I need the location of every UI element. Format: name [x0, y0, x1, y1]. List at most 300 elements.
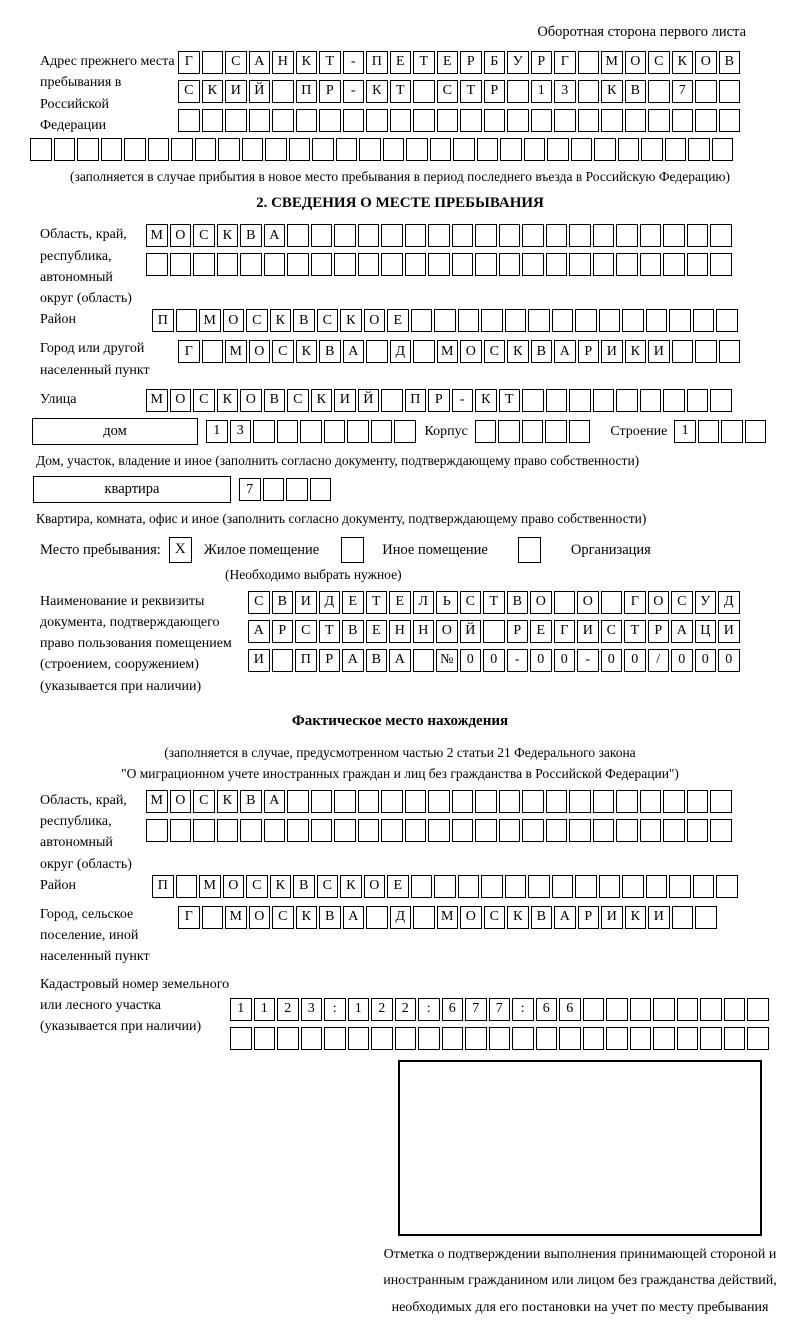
char-cell[interactable]: Г	[554, 51, 576, 74]
char-cell[interactable]	[406, 138, 428, 161]
char-cell[interactable]: 0	[460, 649, 482, 672]
char-cell[interactable]	[630, 998, 652, 1021]
char-cell[interactable]: Р	[428, 389, 450, 412]
char-cell[interactable]: Т	[390, 80, 412, 103]
char-cell[interactable]	[176, 875, 198, 898]
char-cell[interactable]: 0	[601, 649, 623, 672]
char-cell[interactable]: Р	[578, 906, 600, 929]
char-cell[interactable]: С	[484, 340, 506, 363]
char-cell[interactable]: 6	[442, 998, 464, 1021]
char-cell[interactable]	[569, 790, 591, 813]
char-cell[interactable]	[240, 819, 262, 842]
char-cell[interactable]	[452, 253, 474, 276]
char-cell[interactable]: 3	[230, 420, 252, 443]
char-cell[interactable]	[648, 109, 670, 132]
char-cell[interactable]: С	[193, 224, 215, 247]
char-cell[interactable]: Р	[648, 620, 670, 643]
char-cell[interactable]	[578, 109, 600, 132]
char-cell[interactable]: О	[436, 620, 458, 643]
char-cell[interactable]	[428, 253, 450, 276]
char-cell[interactable]	[578, 51, 600, 74]
char-cell[interactable]: К	[270, 309, 292, 332]
char-cell[interactable]: К	[296, 51, 318, 74]
char-cell[interactable]	[545, 420, 567, 443]
char-cell[interactable]: 0	[718, 649, 740, 672]
char-cell[interactable]: В	[366, 649, 388, 672]
char-cell[interactable]: С	[178, 80, 200, 103]
char-cell[interactable]	[663, 253, 685, 276]
char-cell[interactable]	[458, 875, 480, 898]
char-cell[interactable]	[287, 790, 309, 813]
char-cell[interactable]	[687, 819, 709, 842]
char-cell[interactable]: С	[246, 309, 268, 332]
char-cell[interactable]: К	[625, 906, 647, 929]
char-cell[interactable]	[240, 253, 262, 276]
char-cell[interactable]	[319, 109, 341, 132]
char-cell[interactable]: Е	[530, 620, 552, 643]
char-cell[interactable]	[383, 138, 405, 161]
char-cell[interactable]	[343, 109, 365, 132]
char-cell[interactable]	[277, 1027, 299, 1050]
char-cell[interactable]	[312, 138, 334, 161]
char-cell[interactable]: Г	[178, 51, 200, 74]
char-cell[interactable]: 2	[371, 998, 393, 1021]
char-cell[interactable]	[569, 420, 591, 443]
char-cell[interactable]: :	[512, 998, 534, 1021]
char-cell[interactable]	[358, 819, 380, 842]
char-cell[interactable]: П	[366, 51, 388, 74]
char-cell[interactable]	[146, 253, 168, 276]
char-cell[interactable]	[348, 1027, 370, 1050]
checkbox-other-premises[interactable]	[341, 537, 364, 563]
char-cell[interactable]	[640, 253, 662, 276]
char-cell[interactable]: С	[225, 51, 247, 74]
char-cell[interactable]	[413, 340, 435, 363]
char-cell[interactable]	[677, 1027, 699, 1050]
char-cell[interactable]: И	[248, 649, 270, 672]
char-cell[interactable]	[170, 819, 192, 842]
char-cell[interactable]: Е	[437, 51, 459, 74]
char-cell[interactable]: О	[364, 309, 386, 332]
char-cell[interactable]: О	[223, 875, 245, 898]
char-cell[interactable]: М	[437, 340, 459, 363]
char-cell[interactable]	[336, 138, 358, 161]
char-cell[interactable]	[434, 875, 456, 898]
char-cell[interactable]: С	[295, 620, 317, 643]
char-cell[interactable]: И	[648, 340, 670, 363]
char-cell[interactable]	[358, 253, 380, 276]
char-cell[interactable]	[663, 389, 685, 412]
char-cell[interactable]	[287, 253, 309, 276]
char-cell[interactable]: Р	[531, 51, 553, 74]
char-cell[interactable]	[289, 138, 311, 161]
char-cell[interactable]	[536, 1027, 558, 1050]
char-cell[interactable]: Й	[249, 80, 271, 103]
char-cell[interactable]	[475, 819, 497, 842]
char-cell[interactable]	[712, 138, 734, 161]
char-cell[interactable]: 7	[489, 998, 511, 1021]
char-cell[interactable]	[176, 309, 198, 332]
char-cell[interactable]	[547, 138, 569, 161]
char-cell[interactable]	[606, 1027, 628, 1050]
char-cell[interactable]	[665, 138, 687, 161]
char-cell[interactable]	[217, 819, 239, 842]
char-cell[interactable]	[465, 1027, 487, 1050]
char-cell[interactable]	[195, 138, 217, 161]
char-cell[interactable]	[522, 819, 544, 842]
char-cell[interactable]	[710, 389, 732, 412]
char-cell[interactable]: С	[193, 389, 215, 412]
char-cell[interactable]: В	[240, 790, 262, 813]
char-cell[interactable]	[225, 109, 247, 132]
char-cell[interactable]	[264, 819, 286, 842]
char-cell[interactable]: 3	[301, 998, 323, 1021]
char-cell[interactable]	[500, 138, 522, 161]
char-cell[interactable]	[277, 420, 299, 443]
char-cell[interactable]: В	[625, 80, 647, 103]
char-cell[interactable]	[300, 420, 322, 443]
char-cell[interactable]	[193, 819, 215, 842]
char-cell[interactable]	[442, 1027, 464, 1050]
char-cell[interactable]: И	[601, 340, 623, 363]
char-cell[interactable]: Р	[507, 620, 529, 643]
char-cell[interactable]: М	[225, 906, 247, 929]
char-cell[interactable]	[646, 309, 668, 332]
char-cell[interactable]: Д	[390, 340, 412, 363]
char-cell[interactable]: Т	[460, 80, 482, 103]
char-cell[interactable]: К	[625, 340, 647, 363]
char-cell[interactable]	[672, 109, 694, 132]
char-cell[interactable]	[334, 224, 356, 247]
char-cell[interactable]: Д	[319, 591, 341, 614]
char-cell[interactable]	[616, 389, 638, 412]
char-cell[interactable]	[101, 138, 123, 161]
char-cell[interactable]	[475, 420, 497, 443]
char-cell[interactable]	[687, 253, 709, 276]
char-cell[interactable]: А	[264, 790, 286, 813]
char-cell[interactable]: С	[272, 906, 294, 929]
char-cell[interactable]	[218, 138, 240, 161]
char-cell[interactable]: -	[343, 51, 365, 74]
char-cell[interactable]	[324, 420, 346, 443]
char-cell[interactable]: 7	[465, 998, 487, 1021]
char-cell[interactable]	[528, 875, 550, 898]
char-cell[interactable]	[724, 998, 746, 1021]
char-cell[interactable]	[358, 790, 380, 813]
char-cell[interactable]: К	[507, 340, 529, 363]
char-cell[interactable]	[622, 875, 644, 898]
char-cell[interactable]: С	[248, 591, 270, 614]
char-cell[interactable]: 1	[674, 420, 696, 443]
char-cell[interactable]	[405, 790, 427, 813]
char-cell[interactable]: У	[507, 51, 529, 74]
char-cell[interactable]	[265, 138, 287, 161]
char-cell[interactable]	[381, 790, 403, 813]
char-cell[interactable]: Д	[718, 591, 740, 614]
char-cell[interactable]	[663, 224, 685, 247]
char-cell[interactable]	[669, 875, 691, 898]
char-cell[interactable]	[616, 224, 638, 247]
char-cell[interactable]	[310, 478, 332, 501]
char-cell[interactable]: В	[342, 620, 364, 643]
char-cell[interactable]	[249, 109, 271, 132]
char-cell[interactable]	[286, 478, 308, 501]
char-cell[interactable]	[571, 138, 593, 161]
char-cell[interactable]	[460, 109, 482, 132]
char-cell[interactable]	[710, 819, 732, 842]
char-cell[interactable]: М	[225, 340, 247, 363]
char-cell[interactable]: И	[718, 620, 740, 643]
char-cell[interactable]	[475, 253, 497, 276]
char-cell[interactable]	[505, 875, 527, 898]
char-cell[interactable]: О	[223, 309, 245, 332]
char-cell[interactable]: К	[601, 80, 623, 103]
char-cell[interactable]	[569, 253, 591, 276]
char-cell[interactable]: 0	[671, 649, 693, 672]
char-cell[interactable]: К	[507, 906, 529, 929]
char-cell[interactable]: Е	[387, 309, 409, 332]
char-cell[interactable]	[413, 906, 435, 929]
char-cell[interactable]: В	[240, 224, 262, 247]
char-cell[interactable]	[381, 224, 403, 247]
char-cell[interactable]	[663, 790, 685, 813]
char-cell[interactable]: А	[554, 906, 576, 929]
char-cell[interactable]	[524, 138, 546, 161]
char-cell[interactable]	[193, 253, 215, 276]
char-cell[interactable]: О	[170, 389, 192, 412]
char-cell[interactable]: С	[317, 309, 339, 332]
char-cell[interactable]	[747, 998, 769, 1021]
char-cell[interactable]	[202, 906, 224, 929]
char-cell[interactable]: С	[671, 591, 693, 614]
char-cell[interactable]: О	[249, 340, 271, 363]
char-cell[interactable]	[546, 819, 568, 842]
char-cell[interactable]	[653, 1027, 675, 1050]
char-cell[interactable]	[688, 138, 710, 161]
char-cell[interactable]: И	[601, 906, 623, 929]
char-cell[interactable]	[528, 309, 550, 332]
char-cell[interactable]	[575, 309, 597, 332]
char-cell[interactable]: И	[577, 620, 599, 643]
char-cell[interactable]: М	[437, 906, 459, 929]
char-cell[interactable]	[569, 224, 591, 247]
char-cell[interactable]	[641, 138, 663, 161]
char-cell[interactable]: Е	[342, 591, 364, 614]
char-cell[interactable]	[381, 253, 403, 276]
char-cell[interactable]	[693, 309, 715, 332]
char-cell[interactable]	[687, 224, 709, 247]
char-cell[interactable]: А	[342, 649, 364, 672]
char-cell[interactable]	[693, 875, 715, 898]
char-cell[interactable]: К	[340, 309, 362, 332]
char-cell[interactable]: 1	[230, 998, 252, 1021]
char-cell[interactable]	[452, 790, 474, 813]
char-cell[interactable]: А	[264, 224, 286, 247]
char-cell[interactable]: С	[287, 389, 309, 412]
char-cell[interactable]: Г	[178, 906, 200, 929]
char-cell[interactable]: Т	[483, 591, 505, 614]
char-cell[interactable]	[301, 1027, 323, 1050]
char-cell[interactable]: -	[507, 649, 529, 672]
char-cell[interactable]: 2	[395, 998, 417, 1021]
char-cell[interactable]	[475, 224, 497, 247]
char-cell[interactable]: П	[152, 309, 174, 332]
char-cell[interactable]: К	[340, 875, 362, 898]
char-cell[interactable]	[695, 80, 717, 103]
char-cell[interactable]	[413, 109, 435, 132]
char-cell[interactable]	[366, 109, 388, 132]
char-cell[interactable]: Е	[366, 620, 388, 643]
char-cell[interactable]	[381, 389, 403, 412]
char-cell[interactable]	[263, 478, 285, 501]
char-cell[interactable]	[499, 253, 521, 276]
char-cell[interactable]: С	[437, 80, 459, 103]
char-cell[interactable]	[716, 875, 738, 898]
char-cell[interactable]: И	[295, 591, 317, 614]
char-cell[interactable]: К	[311, 389, 333, 412]
char-cell[interactable]	[202, 109, 224, 132]
char-cell[interactable]	[669, 309, 691, 332]
char-cell[interactable]	[583, 998, 605, 1021]
char-cell[interactable]	[296, 109, 318, 132]
char-cell[interactable]	[546, 389, 568, 412]
char-cell[interactable]: :	[324, 998, 346, 1021]
char-cell[interactable]: -	[343, 80, 365, 103]
char-cell[interactable]	[366, 340, 388, 363]
char-cell[interactable]: И	[334, 389, 356, 412]
char-cell[interactable]	[170, 253, 192, 276]
char-cell[interactable]	[710, 790, 732, 813]
char-cell[interactable]	[716, 309, 738, 332]
char-cell[interactable]	[640, 224, 662, 247]
char-cell[interactable]	[390, 109, 412, 132]
char-cell[interactable]	[505, 309, 527, 332]
char-cell[interactable]: О	[170, 224, 192, 247]
char-cell[interactable]: Н	[389, 620, 411, 643]
char-cell[interactable]: К	[217, 389, 239, 412]
char-cell[interactable]: 1	[254, 998, 276, 1021]
char-cell[interactable]: С	[601, 620, 623, 643]
char-cell[interactable]	[593, 389, 615, 412]
char-cell[interactable]: А	[671, 620, 693, 643]
char-cell[interactable]: 0	[483, 649, 505, 672]
char-cell[interactable]	[677, 998, 699, 1021]
char-cell[interactable]	[453, 138, 475, 161]
char-cell[interactable]	[124, 138, 146, 161]
char-cell[interactable]: К	[217, 790, 239, 813]
char-cell[interactable]	[606, 998, 628, 1021]
char-cell[interactable]	[640, 389, 662, 412]
char-cell[interactable]: К	[296, 340, 318, 363]
char-cell[interactable]: 7	[239, 478, 261, 501]
char-cell[interactable]: М	[146, 389, 168, 412]
char-cell[interactable]	[724, 1027, 746, 1050]
char-cell[interactable]	[653, 998, 675, 1021]
char-cell[interactable]: №	[436, 649, 458, 672]
char-cell[interactable]: К	[475, 389, 497, 412]
char-cell[interactable]	[569, 389, 591, 412]
char-cell[interactable]	[458, 309, 480, 332]
char-cell[interactable]: А	[389, 649, 411, 672]
char-cell[interactable]: К	[217, 224, 239, 247]
char-cell[interactable]	[77, 138, 99, 161]
char-cell[interactable]	[569, 819, 591, 842]
char-cell[interactable]: Й	[460, 620, 482, 643]
char-cell[interactable]	[287, 224, 309, 247]
char-cell[interactable]	[599, 875, 621, 898]
char-cell[interactable]	[663, 819, 685, 842]
char-cell[interactable]: Р	[319, 649, 341, 672]
char-cell[interactable]: 7	[672, 80, 694, 103]
char-cell[interactable]	[640, 790, 662, 813]
char-cell[interactable]	[546, 790, 568, 813]
char-cell[interactable]: Г	[554, 620, 576, 643]
char-cell[interactable]: О	[460, 906, 482, 929]
char-cell[interactable]	[413, 80, 435, 103]
char-cell[interactable]	[687, 389, 709, 412]
char-cell[interactable]: П	[152, 875, 174, 898]
char-cell[interactable]: В	[272, 591, 294, 614]
char-cell[interactable]	[687, 790, 709, 813]
char-cell[interactable]	[272, 80, 294, 103]
char-cell[interactable]: О	[240, 389, 262, 412]
char-cell[interactable]: -	[452, 389, 474, 412]
checkbox-residential[interactable]: X	[169, 537, 192, 563]
char-cell[interactable]	[405, 224, 427, 247]
char-cell[interactable]: Ь	[436, 591, 458, 614]
char-cell[interactable]	[546, 253, 568, 276]
char-cell[interactable]: О	[577, 591, 599, 614]
char-cell[interactable]	[483, 620, 505, 643]
char-cell[interactable]: О	[648, 591, 670, 614]
char-cell[interactable]: К	[296, 906, 318, 929]
char-cell[interactable]	[522, 389, 544, 412]
char-cell[interactable]	[546, 224, 568, 247]
char-cell[interactable]: О	[460, 340, 482, 363]
char-cell[interactable]: 0	[695, 649, 717, 672]
char-cell[interactable]	[583, 1027, 605, 1050]
char-cell[interactable]: Т	[499, 389, 521, 412]
char-cell[interactable]: В	[319, 340, 341, 363]
char-cell[interactable]	[287, 819, 309, 842]
char-cell[interactable]: О	[170, 790, 192, 813]
char-cell[interactable]: К	[672, 51, 694, 74]
char-cell[interactable]: В	[264, 389, 286, 412]
char-cell[interactable]: С	[648, 51, 670, 74]
char-cell[interactable]	[695, 109, 717, 132]
char-cell[interactable]	[452, 819, 474, 842]
char-cell[interactable]	[371, 1027, 393, 1050]
char-cell[interactable]	[405, 253, 427, 276]
char-cell[interactable]	[512, 1027, 534, 1050]
char-cell[interactable]	[700, 998, 722, 1021]
char-cell[interactable]	[554, 591, 576, 614]
char-cell[interactable]	[616, 819, 638, 842]
char-cell[interactable]: А	[249, 51, 271, 74]
char-cell[interactable]	[522, 253, 544, 276]
char-cell[interactable]: И	[225, 80, 247, 103]
char-cell[interactable]	[381, 819, 403, 842]
char-cell[interactable]	[428, 224, 450, 247]
char-cell[interactable]	[695, 340, 717, 363]
char-cell[interactable]	[242, 138, 264, 161]
char-cell[interactable]	[698, 420, 720, 443]
char-cell[interactable]	[601, 109, 623, 132]
char-cell[interactable]	[601, 591, 623, 614]
char-cell[interactable]	[311, 790, 333, 813]
char-cell[interactable]: О	[530, 591, 552, 614]
char-cell[interactable]	[413, 649, 435, 672]
